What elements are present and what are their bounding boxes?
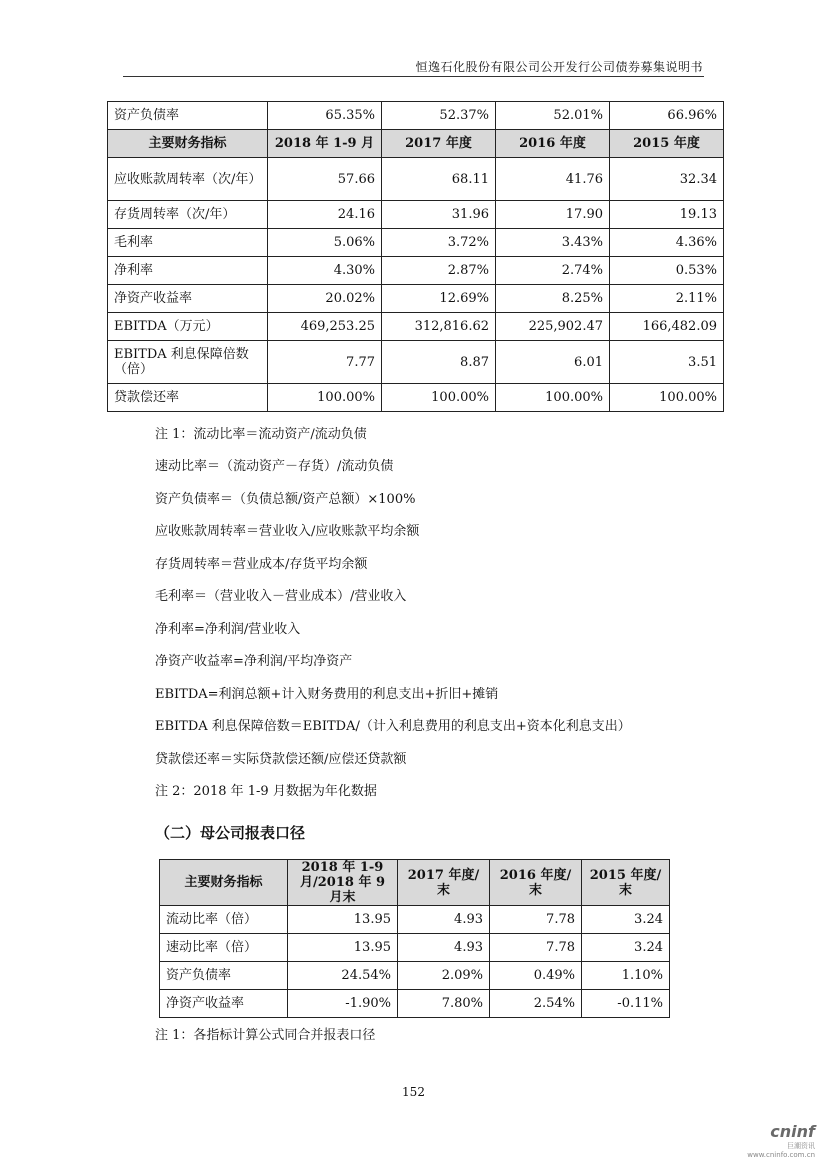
table-row bbox=[108, 201, 724, 229]
cell-value: -1.90% bbox=[288, 990, 398, 1018]
cell-value: 0.53% bbox=[610, 257, 724, 285]
row-label: 毛利率 bbox=[108, 229, 268, 257]
cell-value: 57.66 bbox=[268, 158, 382, 201]
cell-value: 52.01% bbox=[496, 102, 610, 130]
cell-value: 3.24 bbox=[582, 906, 670, 934]
cell-value: 3.51 bbox=[610, 341, 724, 384]
table-row bbox=[160, 962, 670, 990]
cell-value: 3.72% bbox=[382, 229, 496, 257]
table-row bbox=[108, 341, 724, 384]
table-header-row bbox=[160, 860, 670, 906]
note-line: 注 1：各指标计算公式同合并报表口径 bbox=[155, 1028, 376, 1043]
row-label: EBITDA 利息保障倍数（倍） bbox=[108, 341, 268, 384]
row-label: 存货周转率（次/年） bbox=[108, 201, 268, 229]
cell-value: 225,902.47 bbox=[496, 313, 610, 341]
column-header: 2017 年度/末 bbox=[398, 860, 490, 906]
table-header-row bbox=[108, 130, 724, 158]
table-row bbox=[108, 313, 724, 341]
cell-value: 4.93 bbox=[398, 906, 490, 934]
cell-value: 2.11% bbox=[610, 285, 724, 313]
parent-company-indicators-table bbox=[159, 859, 670, 1018]
column-header: 主要财务指标 bbox=[160, 860, 288, 906]
cell-value: 66.96% bbox=[610, 102, 724, 130]
cell-value: 8.87 bbox=[382, 341, 496, 384]
cell-value: 6.01 bbox=[496, 341, 610, 384]
cell-value: 32.34 bbox=[610, 158, 724, 201]
column-header: 2018 年 1-9 月/2018 年 9 月末 bbox=[288, 860, 398, 906]
cell-value: 13.95 bbox=[288, 906, 398, 934]
note-line: 应收账款周转率＝营业收入/应收账款平均余额 bbox=[155, 524, 420, 539]
document-header-title: 恒逸石化股份有限公司公开发行公司债券募集说明书 bbox=[415, 60, 703, 74]
cell-value: 24.54% bbox=[288, 962, 398, 990]
cninfo-logo bbox=[743, 1122, 815, 1159]
column-header: 2016 年度 bbox=[496, 130, 610, 158]
row-label: 资产负债率 bbox=[160, 962, 288, 990]
cell-value: 41.76 bbox=[496, 158, 610, 201]
note-line: 毛利率＝（营业收入－营业成本）/营业收入 bbox=[155, 589, 407, 604]
row-label: 净资产收益率 bbox=[108, 285, 268, 313]
cell-value: 312,816.62 bbox=[382, 313, 496, 341]
cell-value: 7.78 bbox=[490, 934, 582, 962]
cell-value: 100.00% bbox=[610, 384, 724, 412]
cell-value: 0.49% bbox=[490, 962, 582, 990]
logo-subtitle: 巨潮资讯 bbox=[787, 1142, 815, 1150]
table-row bbox=[160, 906, 670, 934]
table-row bbox=[108, 102, 724, 130]
column-header: 2018 年 1-9 月 bbox=[268, 130, 382, 158]
column-header: 主要财务指标 bbox=[108, 130, 268, 158]
row-label: 贷款偿还率 bbox=[108, 384, 268, 412]
column-header: 2017 年度 bbox=[382, 130, 496, 158]
table-row bbox=[108, 229, 724, 257]
cell-value: -0.11% bbox=[582, 990, 670, 1018]
logo-mark: cninf bbox=[770, 1122, 815, 1141]
cell-value: 5.06% bbox=[268, 229, 382, 257]
table-row bbox=[108, 257, 724, 285]
note-line: EBITDA 利息保障倍数＝EBITDA/（计入利息费用的利息支出+资本化利息支出） bbox=[155, 719, 631, 734]
table-row bbox=[160, 934, 670, 962]
cell-value: 2.87% bbox=[382, 257, 496, 285]
cell-value: 100.00% bbox=[496, 384, 610, 412]
cell-value: 4.36% bbox=[610, 229, 724, 257]
table-row bbox=[160, 990, 670, 1018]
cell-value: 4.30% bbox=[268, 257, 382, 285]
cell-value: 20.02% bbox=[268, 285, 382, 313]
cell-value: 24.16 bbox=[268, 201, 382, 229]
cell-value: 100.00% bbox=[382, 384, 496, 412]
note-line: 速动比率＝（流动资产－存货）/流动负债 bbox=[155, 459, 394, 474]
table-row bbox=[108, 158, 724, 201]
header-divider bbox=[123, 76, 704, 77]
cell-value: 17.90 bbox=[496, 201, 610, 229]
cell-value: 7.80% bbox=[398, 990, 490, 1018]
table-row bbox=[108, 285, 724, 313]
cell-value: 52.37% bbox=[382, 102, 496, 130]
cell-value: 2.54% bbox=[490, 990, 582, 1018]
row-label: 资产负债率 bbox=[108, 102, 268, 130]
note-line: 注 2：2018 年 1-9 月数据为年化数据 bbox=[155, 784, 377, 799]
table-row bbox=[108, 384, 724, 412]
cell-value: 19.13 bbox=[610, 201, 724, 229]
note-line: 存货周转率＝营业成本/存货平均余额 bbox=[155, 557, 368, 572]
consolidated-financial-indicators-table bbox=[107, 101, 724, 412]
cell-value: 12.69% bbox=[382, 285, 496, 313]
cell-value: 2.09% bbox=[398, 962, 490, 990]
section-title: （二）母公司报表口径 bbox=[155, 824, 306, 842]
note-line: 资产负债率＝（负债总额/资产总额）×100% bbox=[155, 492, 416, 507]
row-label: 净资产收益率 bbox=[160, 990, 288, 1018]
cell-value: 3.43% bbox=[496, 229, 610, 257]
row-label: 净利率 bbox=[108, 257, 268, 285]
cell-value: 469,253.25 bbox=[268, 313, 382, 341]
cell-value: 68.11 bbox=[382, 158, 496, 201]
cell-value: 3.24 bbox=[582, 934, 670, 962]
cell-value: 100.00% bbox=[268, 384, 382, 412]
column-header: 2016 年度/末 bbox=[490, 860, 582, 906]
cell-value: 7.78 bbox=[490, 906, 582, 934]
cell-value: 4.93 bbox=[398, 934, 490, 962]
row-label: EBITDA（万元） bbox=[108, 313, 268, 341]
cell-value: 8.25% bbox=[496, 285, 610, 313]
row-label: 速动比率（倍） bbox=[160, 934, 288, 962]
cell-value: 13.95 bbox=[288, 934, 398, 962]
row-label: 流动比率（倍） bbox=[160, 906, 288, 934]
cell-value: 1.10% bbox=[582, 962, 670, 990]
note-line: EBITDA=利润总额+计入财务费用的利息支出+折旧+摊销 bbox=[155, 687, 499, 702]
cell-value: 166,482.09 bbox=[610, 313, 724, 341]
column-header: 2015 年度/末 bbox=[582, 860, 670, 906]
note-line: 贷款偿还率＝实际贷款偿还额/应偿还贷款额 bbox=[155, 752, 407, 767]
note-line: 净资产收益率=净利润/平均净资产 bbox=[155, 654, 353, 669]
cell-value: 2.74% bbox=[496, 257, 610, 285]
cell-value: 7.77 bbox=[268, 341, 382, 384]
cell-value: 65.35% bbox=[268, 102, 382, 130]
note-line: 注 1：流动比率＝流动资产/流动负债 bbox=[155, 427, 367, 442]
cell-value: 31.96 bbox=[382, 201, 496, 229]
logo-url: www.cninfo.com.cn bbox=[747, 1151, 815, 1159]
row-label: 应收账款周转率（次/年） bbox=[108, 158, 268, 201]
page-number: 152 bbox=[402, 1085, 425, 1099]
column-header: 2015 年度 bbox=[610, 130, 724, 158]
note-line: 净利率=净利润/营业收入 bbox=[155, 622, 301, 637]
